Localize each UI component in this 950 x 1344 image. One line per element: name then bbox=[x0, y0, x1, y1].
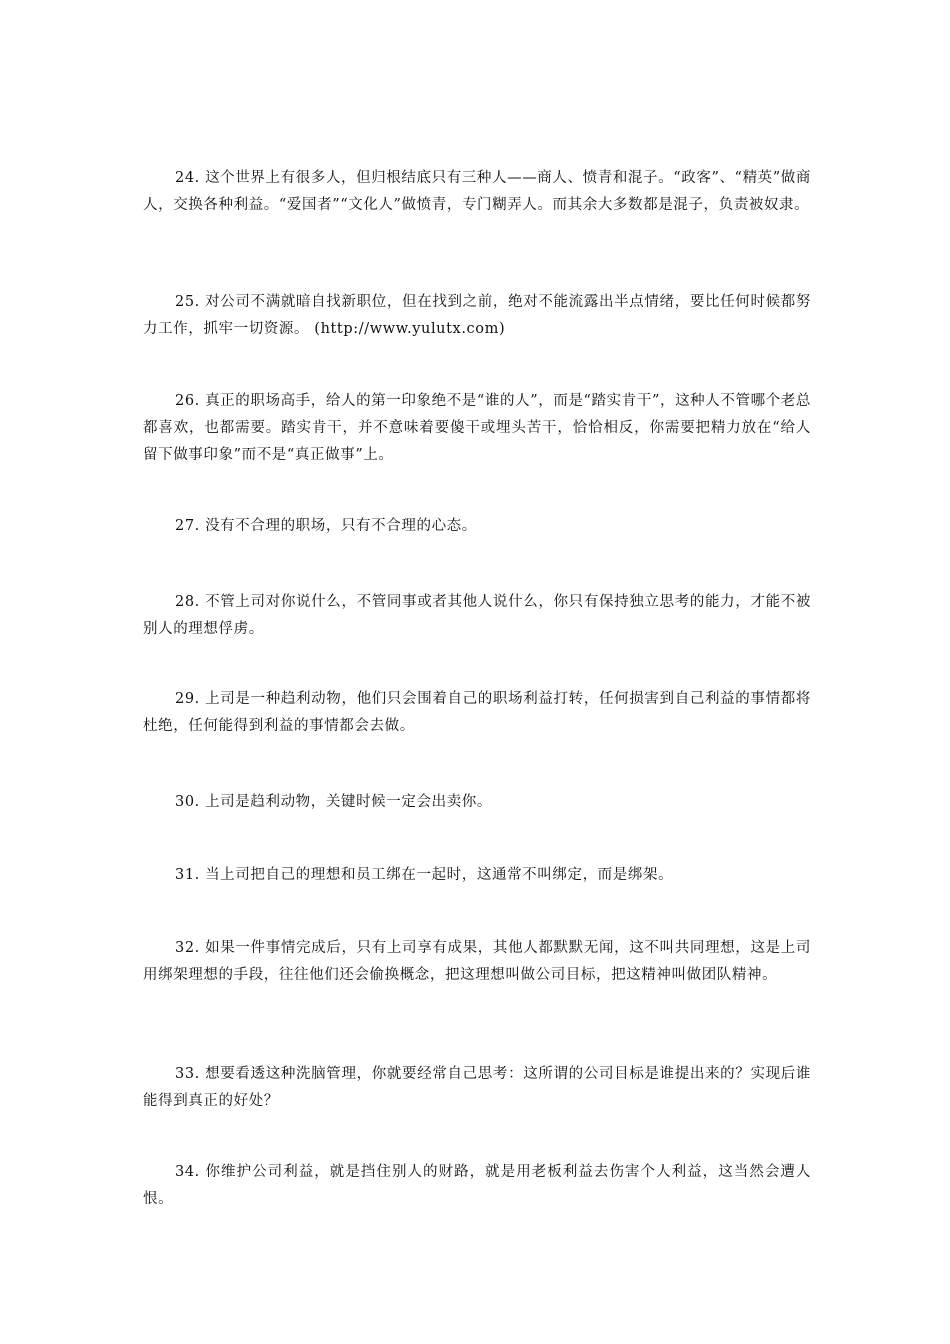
paragraph-27: 27. 没有不合理的职场，只有不合理的心态。 bbox=[175, 518, 477, 534]
paragraph-34: 34. 你维护公司利益，就是挡住别人的财路，就是用老板利益去伤害个人利益，这当然会遭人恨。 bbox=[143, 1164, 811, 1207]
paragraph-29: 29. 上司是一种趋利动物，他们只会围着自己的职场利益打转，任何损害到自己利益的事情都将杜绝，任何能得到利益的事情都会去做。 bbox=[143, 691, 811, 734]
paragraph-26: 26. 真正的职场高手，给人的第一印象绝不是“谁的人”，而是“踏实肯干”，这种人不管哪个老总都喜欢，也都需要。踏实肯干，并不意味着要傻干或埋头苦干，恰恰相反，你需要把精力放在“给人留下做事印象”而不是“真正做事”上。 bbox=[143, 393, 811, 463]
paragraph-33: 33. 想要看透这种洗脑管理，你就要经常自己思考：这所谓的公司目标是谁提出来的？实现后谁能得到真正的好处？ bbox=[143, 1066, 811, 1109]
paragraph-32: 32. 如果一件事情完成后，只有上司享有成果，其他人都默默无闻，这不叫共同理想，这是上司用绑架理想的手段，往往他们还会偷换概念，把这理想叫做公司目标，把这精神叫做团队精神。 bbox=[143, 940, 811, 983]
paragraph-28: 28. 不管上司对你说什么，不管同事或者其他人说什么，你只有保持独立思考的能力，才能不被别人的理想俘虏。 bbox=[143, 594, 811, 637]
paragraph-31: 31. 当上司把自己的理想和员工绑在一起时，这通常不叫绑定，而是绑架。 bbox=[175, 867, 674, 883]
paragraph-24: 24. 这个世界上有很多人，但归根结底只有三种人——商人、愤青和混子。“政客”、“精英”做商人，交换各种利益。“爱国者”“文化人”做愤青，专门糊弄人。而其余大多数都是混子，负责被奴隶。 bbox=[143, 170, 811, 213]
paragraph-30: 30. 上司是趋利动物，关键时候一定会出卖你。 bbox=[175, 794, 492, 810]
paragraph-25: 25. 对公司不满就暗自找新职位，但在找到之前，绝对不能流露出半点情绪，要比任何时候都努力工作，抓牢一切资源。 (http://www.yulutx.com) bbox=[143, 294, 811, 337]
